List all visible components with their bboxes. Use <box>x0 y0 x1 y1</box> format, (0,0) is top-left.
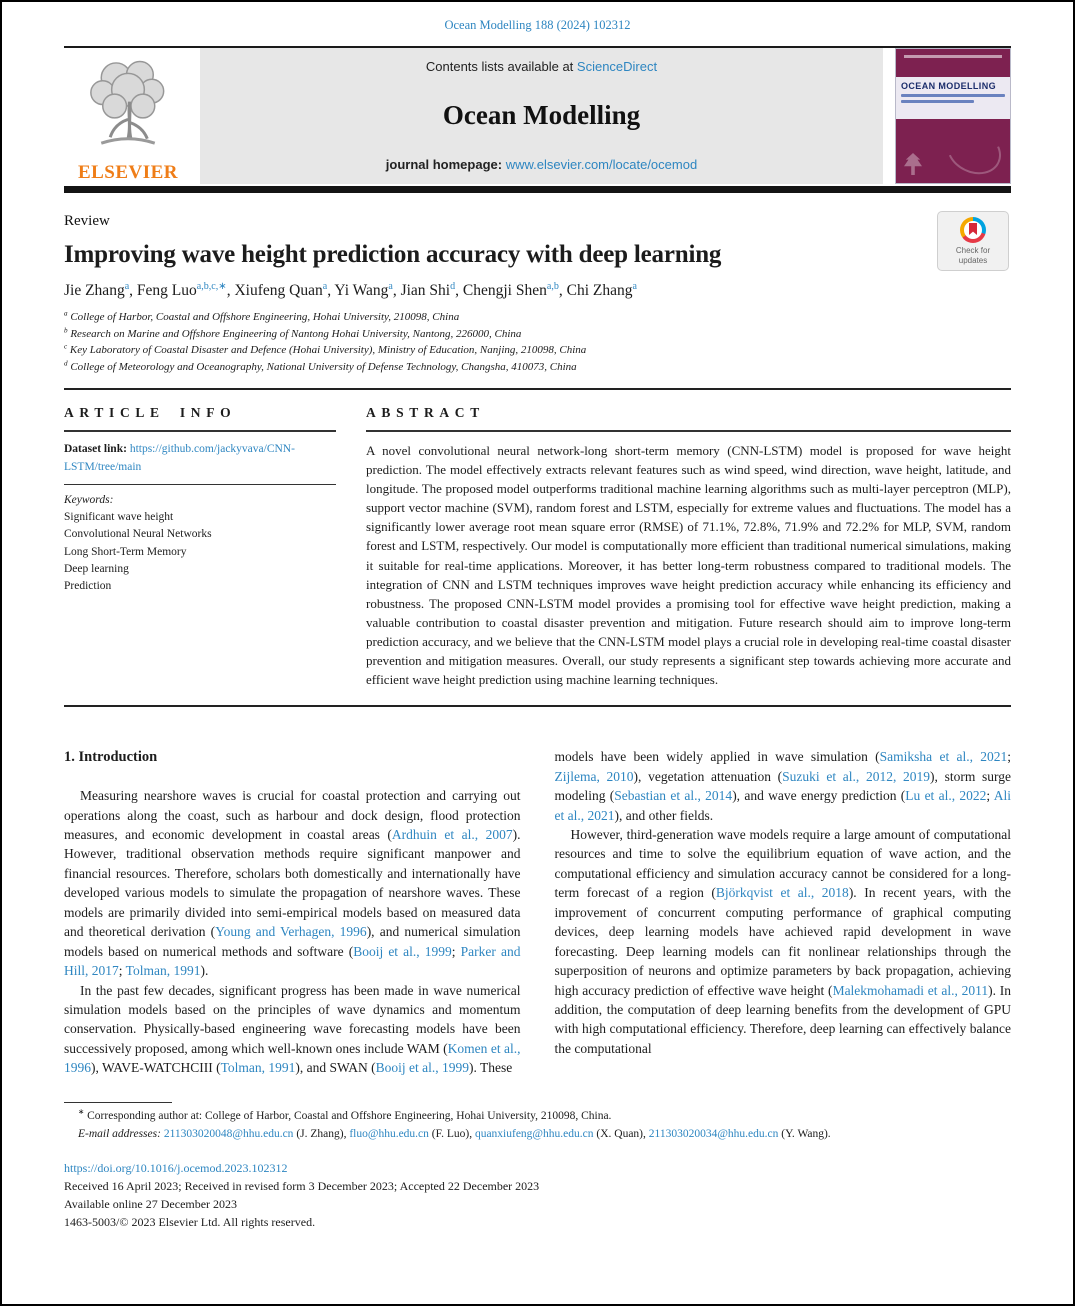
doi-link[interactable]: https://doi.org/10.1016/j.ocemod.2023.102312 <box>64 1161 288 1176</box>
keyword-item: Prediction <box>64 580 112 592</box>
footnote-block <box>64 1102 1011 1144</box>
citation-link[interactable]: Tolman, 1991 <box>125 963 201 979</box>
abstract-column <box>366 403 1011 689</box>
email-link[interactable]: quanxiufeng@hhu.edu.cn <box>474 1127 594 1140</box>
cover-tree-mark <box>904 153 922 175</box>
email-link[interactable]: fluo@hhu.edu.cn <box>349 1127 429 1140</box>
header-divider-bar <box>64 186 1011 193</box>
heading-rule <box>366 430 1011 432</box>
section-divider <box>64 705 1011 707</box>
elsevier-wordmark: ELSEVIER <box>77 162 179 183</box>
citation-link[interactable]: Suzuki et al., 2012, 2019 <box>782 768 931 784</box>
cover-decorative-line <box>904 55 1002 58</box>
keywords-label: Keywords: <box>64 493 114 506</box>
received-line: Received 16 April 2023; Received in revised form 3 December 2023; Accepted 22 December 2023 <box>64 1179 540 1194</box>
citation-link[interactable]: Samiksha et al., 2021 <box>879 749 1008 765</box>
citation-link[interactable]: Ardhuin et al., 2007 <box>391 827 513 843</box>
citation-link[interactable]: Booij et al., 1999 <box>375 1060 470 1076</box>
keyword-item: Long Short-Term Memory <box>64 545 187 558</box>
elsevier-tree-icon <box>82 57 174 161</box>
paragraph: models have been widely applied in wave simulation (Samiksha et al., 2021; Zijlema, 2010), vegetation attenuation (Suzuki et al., 2012, 2019), storm surge modeling (Sebastian et al., 2014), and wave energy prediction (Lu et al., 2022; Ali et al., 2021), and other fields. <box>554 749 1012 823</box>
article-info-heading: ARTICLE INFO <box>64 405 237 420</box>
cover-wave-graphic <box>939 119 1008 183</box>
citation-link[interactable]: Malekmohamadi et al., 2011 <box>832 982 989 998</box>
journal-title: Ocean Modelling <box>442 100 641 130</box>
footnote-rule <box>64 1102 172 1103</box>
authors-line: Jie Zhang$^a$, Feng Luo$^{a,b,c,∗}$, Xiufeng Quan$^a$, Yi Wang$^a$, Jian Shi$^d$, Chengji Shen$^{a,b}$, Chi Zhang$^a$ <box>64 280 637 299</box>
cover-journal-title: OCEAN MODELLING <box>901 81 996 91</box>
check-updates-icon <box>960 217 986 243</box>
affiliation-line: $^a$ College of Harbor, Coastal and Offshore Engineering, Hohai University, 210098, China <box>64 309 460 323</box>
contents-list-line: Contents lists available at ScienceDirect <box>425 59 658 74</box>
citation-link[interactable]: Björkqvist et al., 2018 <box>715 885 849 901</box>
dataset-link-line: Dataset link: https://github.com/jackyvava/CNN-LSTM/tree/main <box>64 443 295 473</box>
paragraph: In the past few decades, significant progress has been made in wave numerical simulation models based on the principles of wave dynamics and momentum conservation. Physically-based engineering wave forecasting models have been successively proposed, among which well-known ones include WAM (Komen et al., 1996), WAVE-WATCHCIII (Tolman, 1991), and SWAN (Booij et al., 1999). These <box>64 982 521 1076</box>
citation-link[interactable]: Komen et al., 1996 <box>64 1040 521 1076</box>
cover-decorative-bar <box>901 94 1005 97</box>
journal-homepage-line: journal homepage: www.elsevier.com/locate/ocemod <box>385 157 698 172</box>
journal-citation-header: Ocean Modelling 188 (2024) 102312 <box>444 18 631 32</box>
elsevier-logo[interactable] <box>64 48 192 184</box>
abstract-text: A novel convolutional neural network-long short-term memory (CNN-LSTM) model is proposed for wave height prediction. The model effectively extracts relevant features such as wind speed, wind direction, wave height, latitude, and longitude. The proposed model outperforms traditional machine learning algorithms such as multi-layer perceptron (MLP), support vector machine (SVM), random forest and LSTM, especially for extreme values and fluctuations. The model has a significantly lower average root mean square error (RMSE) of 71.1%, 72.8%, 71.9% and 72.2% for MLP, SVM, random forest and LSTM, respectively. Our model is computationally more efficient than traditional numerical simulations, making it suitable for real-time applications. Moreover, it has better long-term robustness compared to traditional models. The integration of CNN and LSTM techniques improves wave height prediction accuracy while enhancing its efficiency and robustness. The proposed CNN-LSTM model provides a promising tool for effective wave height prediction, making a valuable contribution to coastal disaster prevention and mitigation. Future research should aim to improve long-term prediction accuracy, and we believe that the CNN-LSTM model plays a crucial role in developing real-time coastal disaster prevention and mitigation measures. Overall, our study represents a significant step towards achieving more accurate and efficient wave height prediction using machine learning techniques. <box>366 442 1011 688</box>
check-updates-label: Check for updates <box>955 246 991 265</box>
keyword-item: Significant wave height <box>64 511 174 523</box>
keyword-item: Convolutional Neural Networks <box>64 528 212 541</box>
email-link[interactable]: 211303020048@hhu.edu.cn <box>163 1127 294 1140</box>
footnote-corresponding: ∗ Corresponding author at: College of Harbor, Coastal and Offshore Engineering, Hohai University, 210098, China. <box>78 1106 612 1122</box>
sciencedirect-link[interactable]: ScienceDirect <box>576 59 658 74</box>
available-online-line: Available online 27 December 2023 <box>64 1197 238 1212</box>
body-right-column <box>555 747 1012 1077</box>
copyright-line: 1463-5003/© 2023 Elsevier Ltd. All rights reserved. <box>64 1215 316 1230</box>
email-link[interactable]: 211303020034@hhu.edu.cn <box>648 1127 779 1140</box>
citation-link[interactable]: Sebastian et al., 2014 <box>614 788 733 804</box>
citation-link[interactable]: Ali et al., 2021 <box>554 788 1011 823</box>
affiliation-line: $^d$ College of Meteorology and Oceanography, National University of Defense Technology, Changsha, 410073, China <box>64 358 577 373</box>
affiliation-line: $^b$ Research on Marine and Offshore Engineering of Nantong Hohai University, Nantong, 226000, China <box>64 325 522 340</box>
citation-link[interactable]: Parker and Hill, 2017 <box>64 943 521 979</box>
citation-link[interactable]: Young and Verhagen, 1996 <box>215 924 367 940</box>
check-updates-badge[interactable] <box>937 211 1009 271</box>
info-divider <box>64 484 336 485</box>
journal-masthead <box>200 48 883 184</box>
citation-link[interactable]: Tolman, 1991 <box>220 1060 296 1076</box>
citation-link[interactable]: Zijlema, 2010 <box>554 768 634 784</box>
paragraph: Measuring nearshore waves is crucial for coastal protection and carrying out operations along the coast, such as harbour and dock design, flood protection measures, and economic development in coastal areas (Ardhuin et al., 2007). However, traditional observation methods require significant manpower and financial resources. Therefore, scholars both domestically and internationally have developed various models to simulate the propagation of nearshore waves. These models are primarily divided into semi-empirical models based on measured data and theoretical derivation (Young and Verhagen, 1996), and numerical simulation models based on numerical methods and software (Booij et al., 1999; Parker and Hill, 2017; Tolman, 1991). <box>64 788 521 979</box>
citation-link[interactable]: Booij et al., 1999 <box>353 943 452 959</box>
article-type-label: Review <box>64 213 110 229</box>
footnote-emails: E-mail addresses: 211303020048@hhu.edu.cn (J. Zhang), fluo@hhu.edu.cn (F. Luo), quanxiufeng@hhu.edu.cn (X. Quan), 211303020034@hhu.edu.cn (Y. Wang). <box>78 1127 831 1140</box>
homepage-link[interactable]: www.elsevier.com/locate/ocemod <box>505 157 698 172</box>
cover-title-band <box>896 77 1010 119</box>
journal-header-band <box>64 46 1011 184</box>
abstract-heading: ABSTRACT <box>366 405 485 420</box>
keyword-item: Deep learning <box>64 562 129 575</box>
article-title: Improving wave height prediction accuracy with deep learning <box>64 241 722 268</box>
affiliation-line: $^c$ Key Laboratory of Coastal Disaster and Defence (Hohai University), Ministry of Education, Nanjing, 210098, China <box>64 342 587 356</box>
article-footer <box>64 1159 1011 1231</box>
paragraph: However, third-generation wave models require a large amount of computational resources and time to solve the equilibrium equation of wave action, and the computational efficiency and simulation accuracy cannot be considered for a long-term forecast of a region (Björkqvist et al., 2018). In recent years, with the improvement of concurrent computing performance of graphical computing devices, deep learning models have achieved rapid development in wave forecasting. Deep learning models can fit nonlinear relationships through the superposition of neurons and optimize parameters by back propagation, achieving high accuracy prediction of effective wave height (Malekmohamadi et al., 2011). In addition, the computation of deep learning benefits from the development of GPU with high computational efficiency. Therefore, deep learning can effectively balance the computational <box>554 827 1012 1056</box>
article-info-column <box>64 403 336 689</box>
journal-cover-thumbnail[interactable] <box>895 48 1011 184</box>
heading-rule <box>64 430 336 432</box>
dataset-link[interactable]: https://github.com/jackyvava/CNN-LSTM/tree/main <box>64 443 295 473</box>
citation-link[interactable]: Lu et al., 2022 <box>905 788 987 804</box>
section-heading-introduction: 1. Introduction <box>64 749 158 766</box>
body-left-column <box>64 747 521 1077</box>
cover-decorative-bar <box>901 100 974 103</box>
affiliations-block <box>64 309 1011 375</box>
